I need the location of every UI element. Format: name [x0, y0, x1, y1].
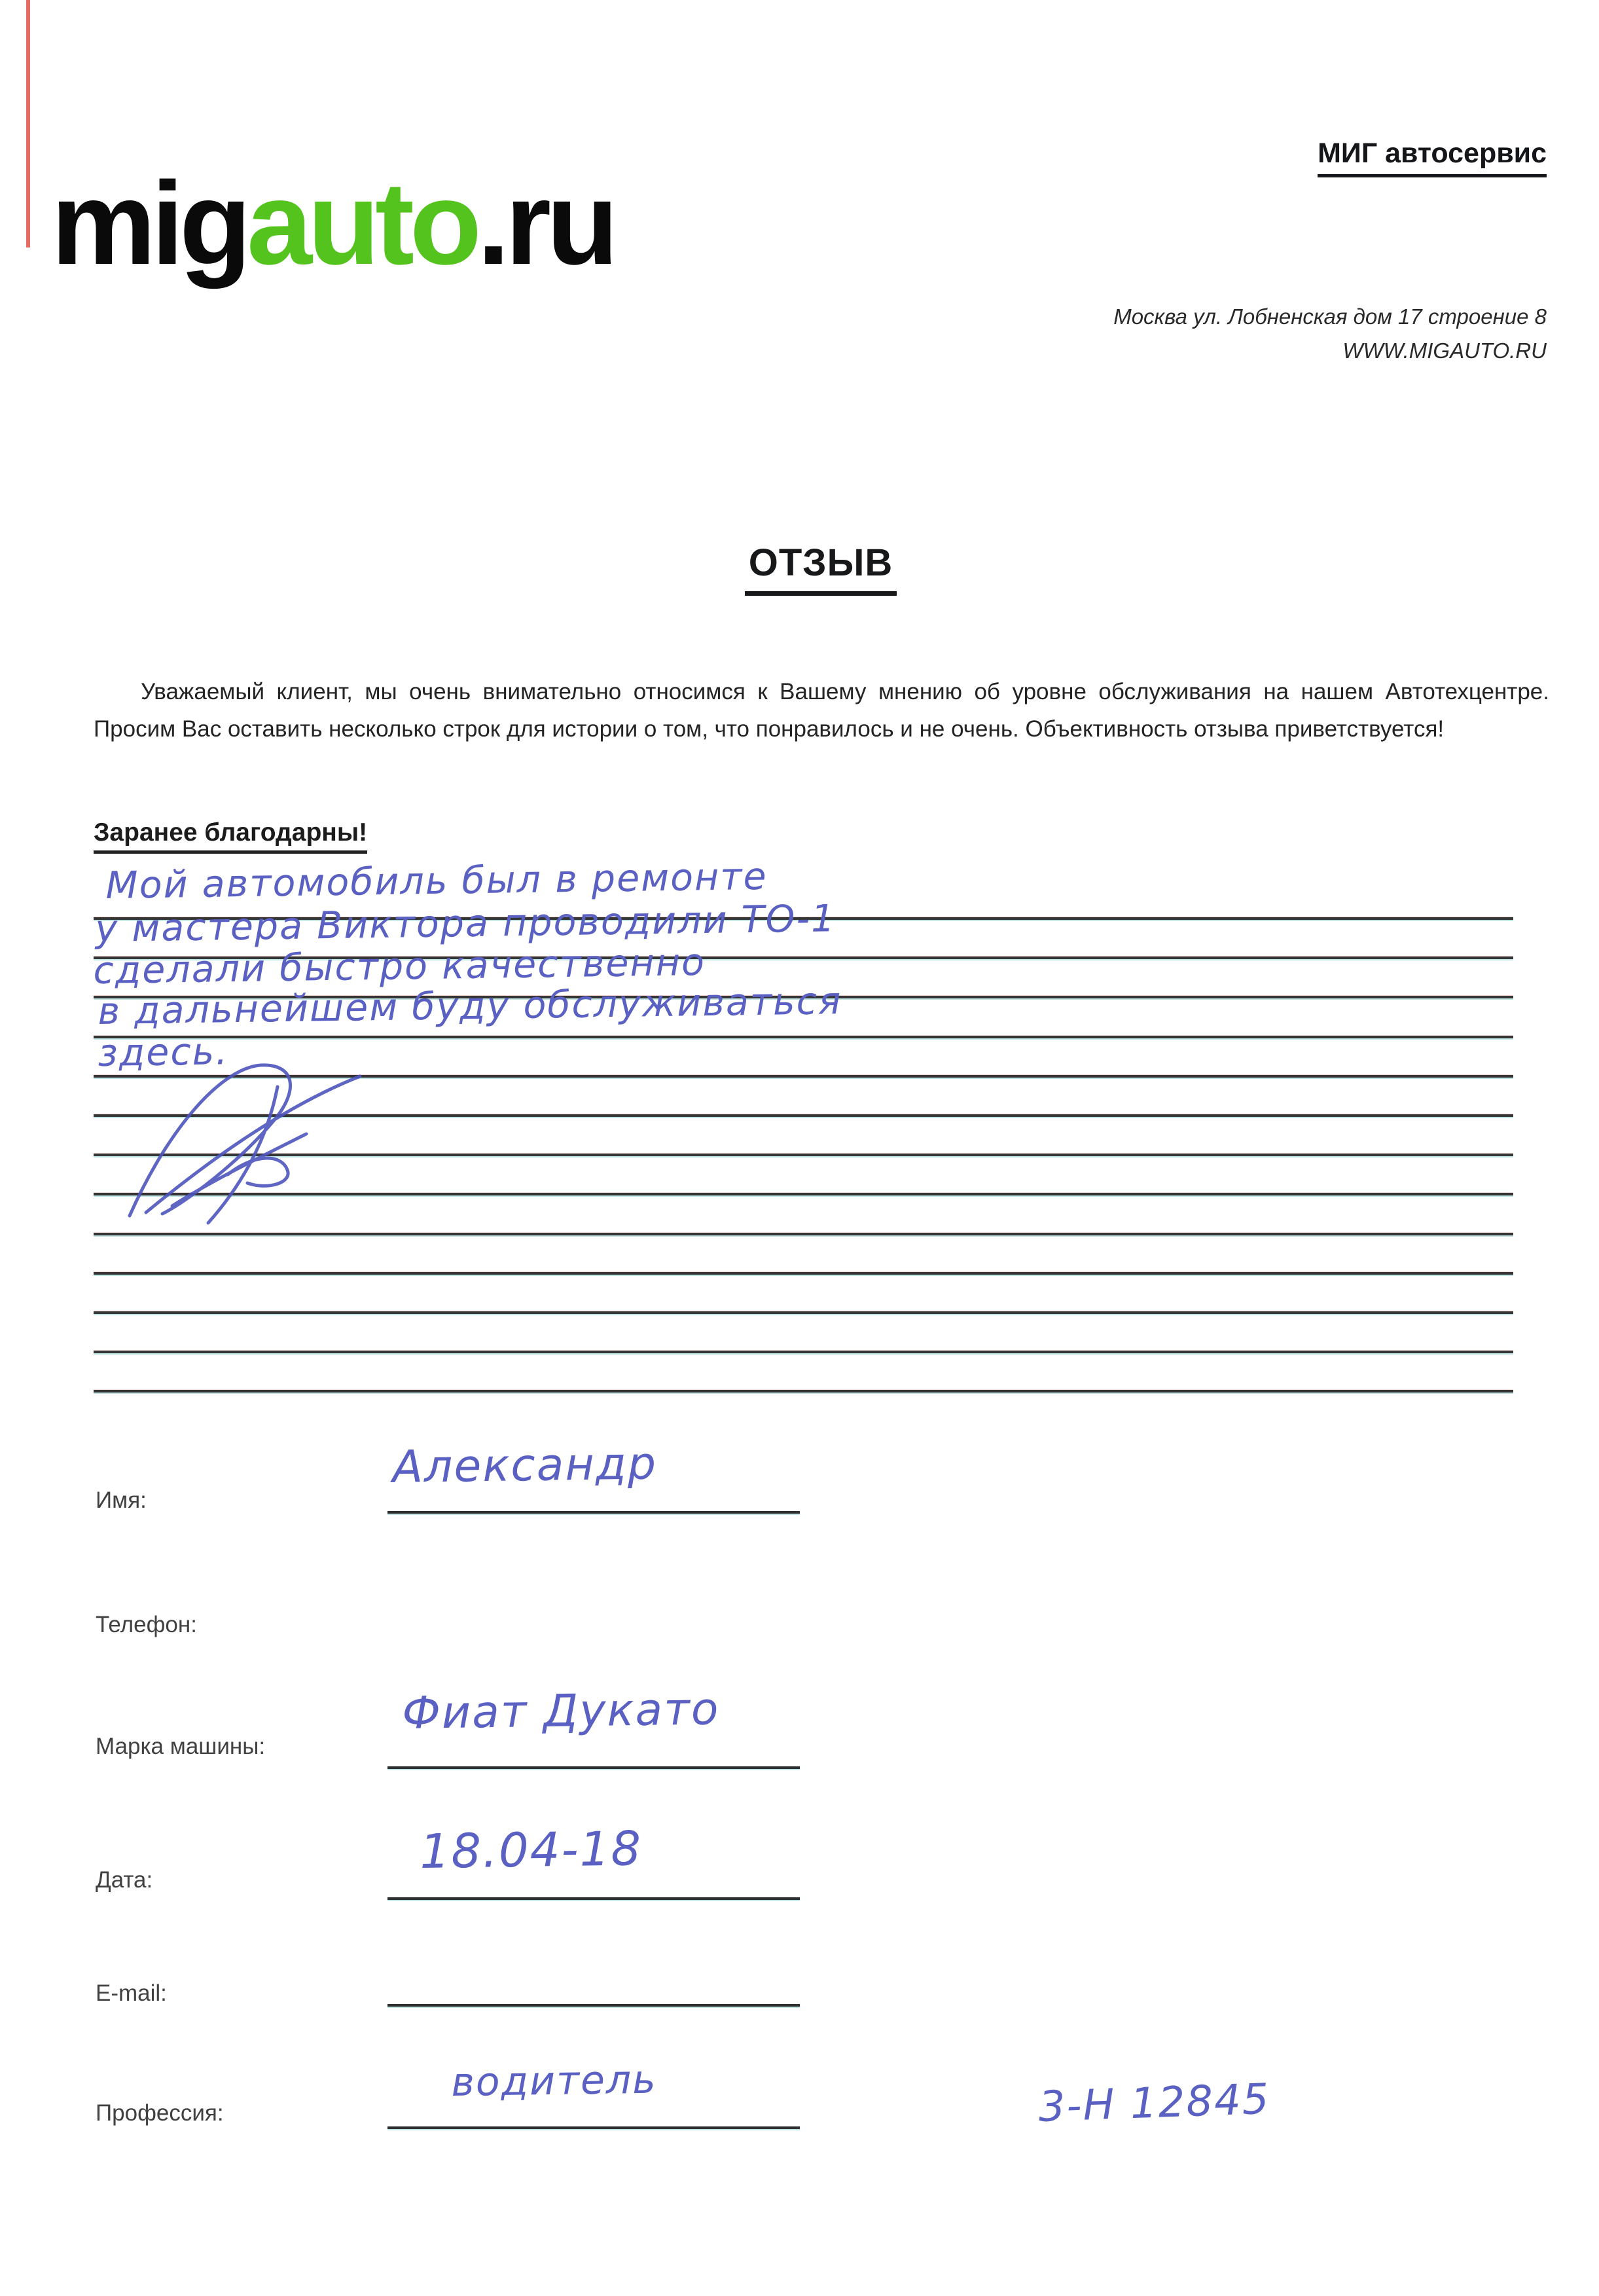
field-underline-email: [387, 2004, 800, 2007]
handwritten-review-line: в дальнейшем буду обслуживаться: [98, 979, 842, 1033]
company-name: МИГ автосервис: [1318, 137, 1547, 177]
thanks-line: Заранее благодарны!: [94, 818, 367, 854]
company-address: [1113, 300, 1547, 368]
handwritten-review-line: сделали быстро качественно: [93, 940, 706, 993]
field-underline-car-brand: [387, 1766, 800, 1769]
field-label-name: Имя:: [96, 1487, 147, 1513]
page-title: ОТЗЫВ: [745, 541, 897, 596]
scan-artifact-line: [26, 0, 30, 247]
ruled-line: [94, 1036, 1513, 1038]
ruled-line: [94, 1311, 1513, 1314]
field-value-date: 18.04-18: [419, 1821, 643, 1879]
field-value-profession: водитель: [451, 2056, 658, 2105]
ruled-line: [94, 1351, 1513, 1353]
field-value-name: Александр: [391, 1438, 658, 1493]
ruled-line: [94, 1233, 1513, 1235]
ruled-line: [94, 1390, 1513, 1393]
logo-part-ru: .ru: [476, 158, 614, 289]
handwritten-review-line: Мой автомобиль был в ремонте: [105, 854, 768, 907]
title-row: [94, 541, 1548, 596]
field-underline-name: [387, 1511, 800, 1514]
handwritten-review-line: здесь.: [98, 1030, 229, 1075]
intro-paragraph: Уважаемый клиент, мы очень внимательно относимся к Вашему мнению об уровне обслуживания на нашем Автотехцентре. Просим Вас оставить несколько строк для истории о том, что понравилось и не очень. Объективность отзыва приветствуется!: [94, 679, 1549, 742]
field-label-profession: Профессия:: [96, 2100, 224, 2126]
handwritten-review-line: у мастера Виктора проводили ТО-1: [95, 897, 836, 951]
field-underline-date: [387, 1897, 800, 1900]
logo-part-mig: mig: [51, 158, 247, 289]
field-label-phone: Телефон:: [96, 1612, 197, 1637]
field-underline-profession: [387, 2126, 800, 2129]
signature: [110, 1049, 385, 1226]
field-label-car-brand: Марка машины:: [96, 1734, 266, 1759]
field-label-date: Дата:: [96, 1867, 153, 1893]
handwritten-note: 3-Н 12845: [1037, 2075, 1271, 2132]
logo-part-auto: auto: [247, 158, 477, 289]
field-value-car-brand: Фиат Дукато: [401, 1683, 720, 1740]
ruled-line: [94, 1272, 1513, 1275]
website-url: WWW.MIGAUTO.RU: [1342, 338, 1547, 363]
address-line: Москва ул. Лобненская дом 17 строение 8: [1113, 304, 1547, 329]
migauto-logo: [51, 158, 614, 289]
field-label-email: E-mail:: [96, 1980, 167, 2006]
